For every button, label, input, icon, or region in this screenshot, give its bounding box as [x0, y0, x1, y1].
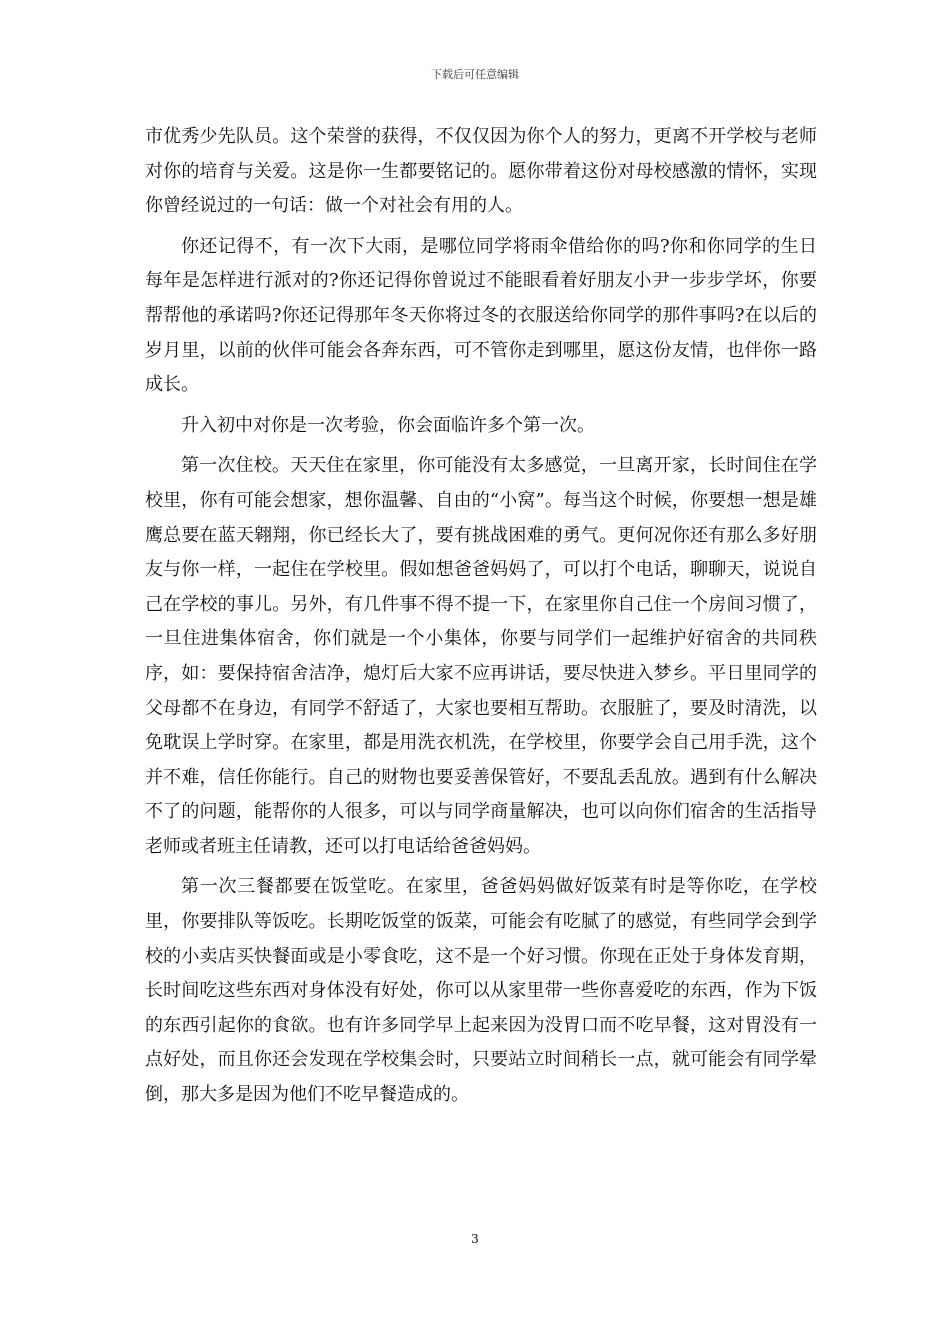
paragraph: 你还记得不，有一次下大雨，是哪位同学将雨伞借给你的吗?你和你同学的生日每年是怎样进行派对的?你还记得你曾说过不能眼看着好朋友小尹一步步学坏，你要帮帮他的承诺吗?你还记得那年冬天你将过冬的衣服送给你同学的那件事吗?在以后的岁月里，以前的伙伴可能会各奔东西，可不管你走到哪里，愿这份友情，也伴你一路成长。 — [145, 235, 817, 396]
page-header: 下载后可任意编辑 — [431, 68, 519, 81]
paragraph: 升入初中对你是一次考验，你会面临许多个第一次。 — [181, 414, 595, 436]
paragraph: 市优秀少先队员。这个荣誉的获得，不仅仅因为你个人的努力，更离不开学校与老师对你的培育与关爱。这是你一生都要铭记的。愿你带着这份对母校感激的情怀，实现你曾经说过的一句话：做一个对社会有用的人。 — [145, 126, 817, 217]
paragraph: 第一次住校。天天住在家里，你可能没有太多感觉，一旦离开家，长时间住在学校里，你有可能会想家，想你温馨、自由的“小窝”。每当这个时候，你要想一想是雄鹰总要在蓝天翱翔，你已经长大了，要有挑战困难的勇气。更何况你还有那么多好朋友与你一样，一起住在学校里。假如想爸爸妈妈了，可以打个电话，聊聊天，说说自己在学校的事儿。另外，有几件事不得不提一下，在家里你自己住一个房间习惯了，一旦住进集体宿舍，你们就是一个小集体，你要与同学们一起维护好宿舍的共同秩序，如：要保持宿舍洁净，熄灯后大家不应再讲话，要尽快进入梦乡。平日里同学的父母都不在身边，有同学不舒适了，大家也要相互帮助。衣服脏了，要及时清洗，以免耽误上学时穿。在家里，都是用洗衣机洗，在学校里，你要学会自己用手洗，这个并不难，信任你能行。自己的财物也要妥善保管好，不要乱丢乱放。遇到有什么解决不了的问题，能帮你的人很多，可以与同学商量解决，也可以向你们宿舍的生活指导老师或者班主任请教，还可以打电话给爸爸妈妈。 — [145, 455, 817, 857]
page-number: 3 — [471, 1232, 479, 1246]
body-text — [145, 120, 817, 1113]
paragraph: 第一次三餐都要在饭堂吃。在家里，爸爸妈妈做好饭菜有时是等你吃，在学校里，你要排队等饭吃。长期吃饭堂的饭菜，可能会有吃腻了的感觉，有些同学会到学校的小卖店买快餐面或是小零食吃，这不是一个好习惯。你现在正处于身体发育期，长时间吃这些东西对身体没有好处，你可以从家里带一些你喜爱吃的东西，作为下饭的东西引起你的食欲。也有许多同学早上起来因为没胃口而不吃早餐，这对胃没有一点好处，而且你还会发现在学校集会时，只要站立时间稍长一点，就可能会有同学晕倒，那大多是因为他们不吃早餐造成的。 — [145, 876, 817, 1106]
